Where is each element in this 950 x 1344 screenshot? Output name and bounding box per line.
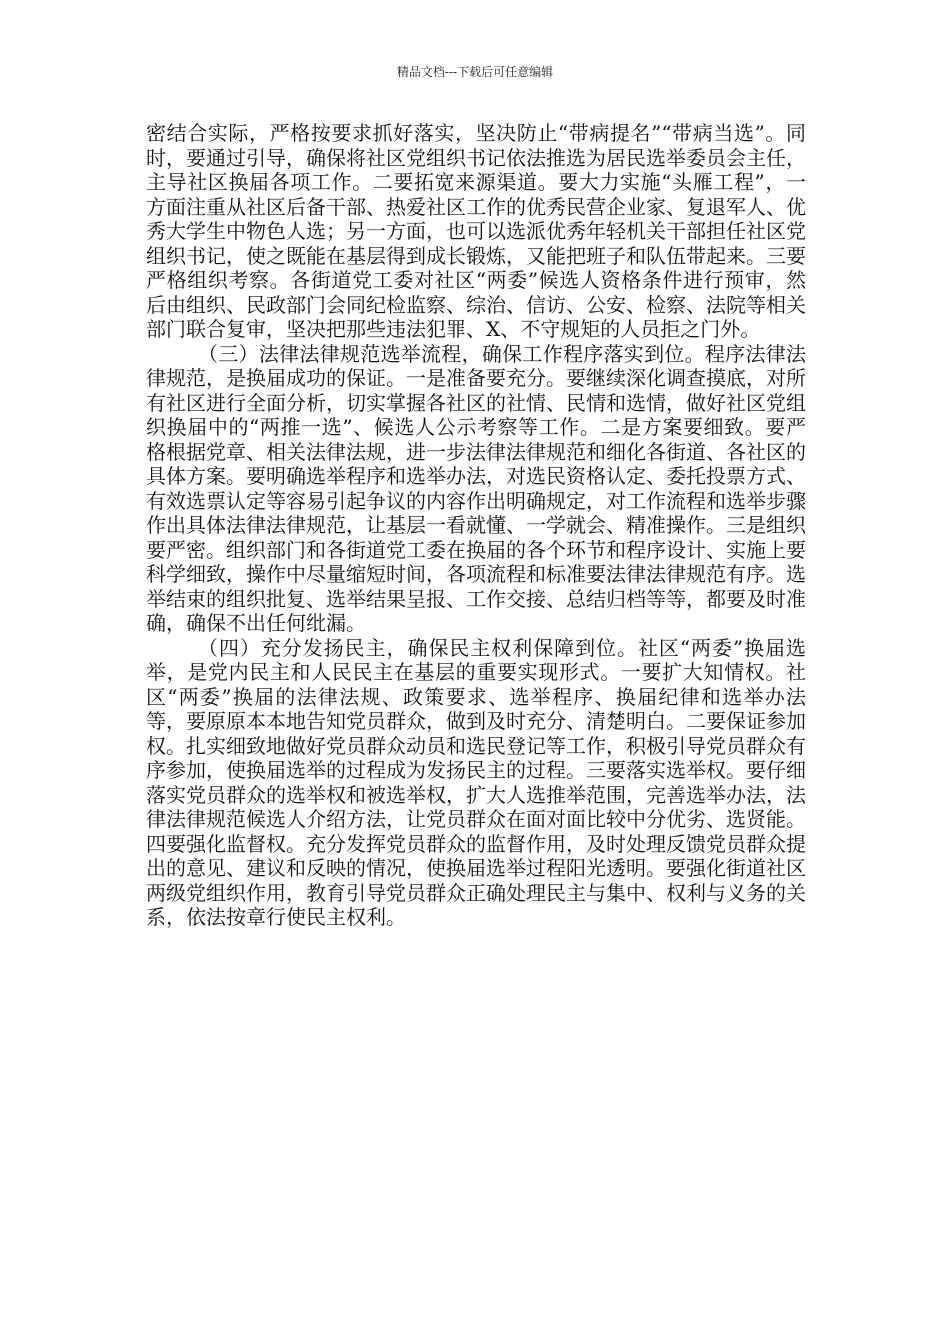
paragraph-section-three: （三）法律法律规范选举流程，确保工作程序落实到位。程序法律法律规范，是换届成功的保证。一是准备要充分。要继续深化调查摸底，对所有社区进行全面分析，切实掌握各社区的社情、民情和选情，做好社区党组织换届中的“两推一选”、候选人公示考察等工作。二是方案要细致。要严格根据党章、相关法律法规，进一步法律法律规范和细化各街道、各社区的具体方案。要明确选举程序和选举办法，对选民资格认定、委托投票方式、有效选票认定等容易引起争议的内容作出明确规定，对工作流程和选举步骤作出具体法律法律规范，让基层一看就懂、一学就会、精准操作。三是组织要严密。组织部门和各街道党工委在换届的各个环节和程序设计、实施上要科学细致，操作中尽量缩短时间，各项流程和标准要法律法律规范有序。选举结束的组织批复、选举结果呈报、工作交接、总结归档等等，都要及时准确，确保不出任何纰漏。 xyxy=(146,341,806,635)
page-header: 精品文档---下载后可任意编辑 xyxy=(396,65,554,79)
document-body xyxy=(146,121,806,930)
paragraph-continuation: 密结合实际，严格按要求抓好落实，坚决防止“带病提名”“带病当选”。同时，要通过引导，确保将社区党组织书记依法推选为居民选举委员会主任，主导社区换届各项工作。二要拓宽来源渠道。要大力实施“头雁工程”，一方面注重从社区后备干部、热爱社区工作的优秀民营企业家、复退军人、优秀大学生中物色人选；另一方面，也可以选派优秀年轻机关干部担任社区党组织书记，使之既能在基层得到成长锻炼，又能把班子和队伍带起来。三要严格组织考察。各街道党工委对社区“两委”候选人资格条件进行预审，然后由组织、民政部门会同纪检监察、综治、信访、公安、检察、法院等相关部门联合复审，坚决把那些违法犯罪、X、不守规矩的人员拒之门外。 xyxy=(146,121,806,341)
paragraph-section-four: （四）充分发扬民主，确保民主权利保障到位。社区“两委”换届选举，是党内民主和人民民主在基层的重要实现形式。一要扩大知情权。社区“两委”换届的法律法规、政策要求、选举程序、换届纪律和选举办法等，要原原本本地告知党员群众，做到及时充分、清楚明白。二要保证参加权。扎实细致地做好党员群众动员和选民登记等工作，积极引导党员群众有序参加，使换届选举的过程成为发扬民主的过程。三要落实选举权。要仔细落实党员群众的选举权和被选举权，扩大人选推举范围，完善选举办法，法律法律规范候选人介绍方法，让党员群众在面对面比较中分优劣、选贤能。四要强化监督权。充分发挥党员群众的监督作用，及时处理反馈党员群众提出的意见、建议和反映的情况，使换届选举过程阳光透明。要强化街道社区两级党组织作用，教育引导党员群众正确处理民主与集中、权利与义务的关系，依法按章行使民主权利。 xyxy=(146,635,806,929)
